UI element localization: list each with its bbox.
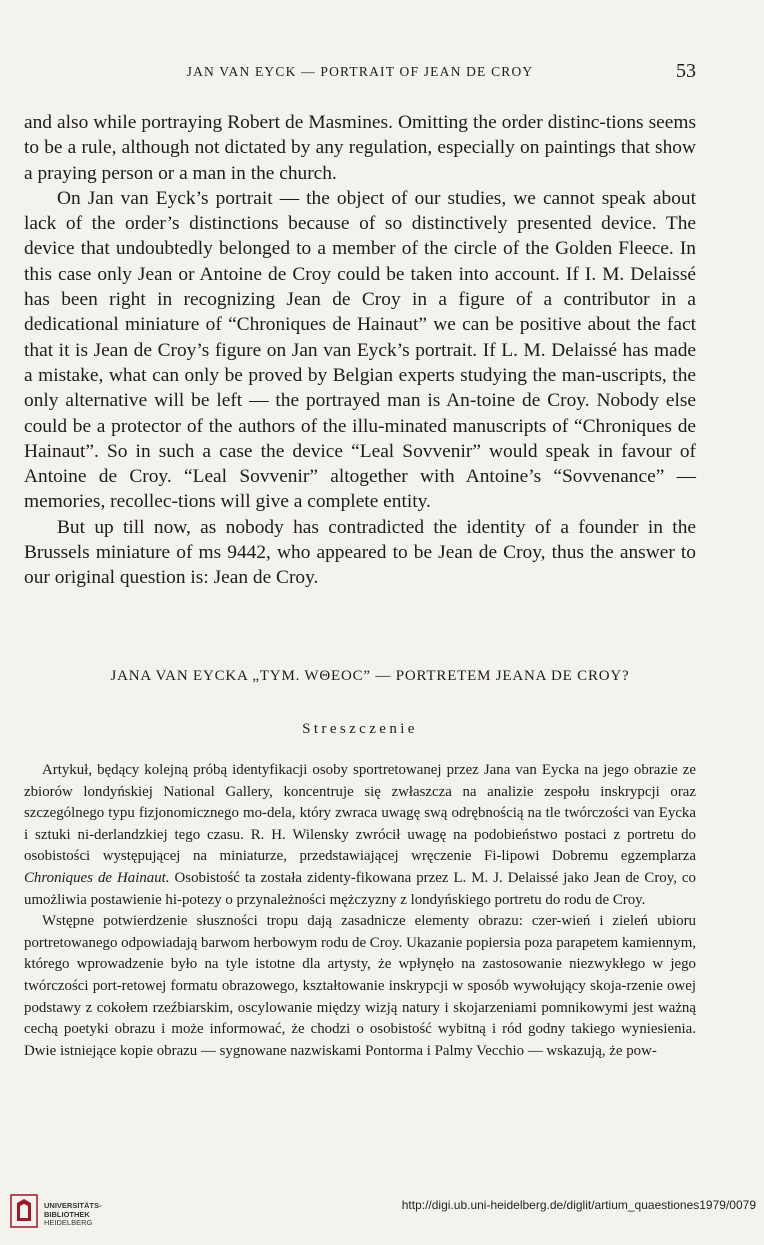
footer — [0, 1188, 764, 1238]
summary-p1-before: Artykuł, będący kolejną próbą identyfikacji osoby sportretowanej przez Jana van Eycka na jego obrazie ze zbiorów londyńskiej National Gallery, koncentruje się zwłaszcza na analizie zespołu inskrypcji oraz szczególnego typu fizjonomicznego mo-dela, który zwraca uwagę swą odrębnością na tle twórczości van Eycka i sztuki ni-derlandzkiej tego czasu. R. H. Wilensky zwrócił uwagę na podobieństwo postaci z portretu do osobistości występującej na miniaturze, przedstawiającej wręczenie Fi-lipowi Dobremu egzemplarza — [24, 762, 696, 865]
body-paragraph-2: On Jan van Eyck’s portrait — the object of our studies, we cannot speak about lack of the order’s distinctions because of so distinctively presented device. The device that undoubtedly belonged to a member of the circle of the Golden Fleece. In this case only Jean or Antoine de Croy could be taken into account. If I. M. Delaissé has been right in recognizing Jean de Croy in a figure of a contributor in a dedicational miniature of “Chroniques de Hainaut” we can be positive about the fact that it is Jean de Croy’s figure on Jan van Eyck’s portrait. If L. M. Delaissé has made a mistake, what can only be proved by Belgian experts studying the man-uscripts, the only alternative will be left — the portrayed man is An-toine de Croy. Nobody else could be a protector of the authors of the illu-minated manuscripts of “Chroniques de Hainaut”. So in such a case the device “Leal Sovvenir” would speak in favour of Antoine de Croy. “Leal Sovvenir” altogether with Antoine’s “Sovvenance” — memories, recollec-tions will give a complete entity. — [24, 187, 696, 513]
summary-paragraph-2: Wstępne potwierdzenie słuszności tropu dają zasadnicze elementy obrazu: czer-wień i zieleń ubioru portretowanego odpowiadają barwom herbowym rodu de Croy. Ukazanie popiersia poza parapetem kamiennym, którego wprowadzenie było na tyle istotne dla artysty, że wpłynęło na zastosowanie niezwykłego w jego twórczości port-retowej formatu obrazowego, kształtowanie inskrypcji w sposób wywołujący skoja-rzenie owej podstawy z cokołem rzeźbiarskim, oscylowanie między wizją natury i skojarzeniami pomnikowymi jest ważną cechą poetyki obrazu i może informować, że chodzi o osobistość wybitną i ród godny takiego wyniesienia. Dwie istniejące kopie obrazu — sygnowane nazwiskami Pontorma i Palmy Vecchio — wskazują, że pow- — [24, 913, 696, 1059]
page-number: 53 — [676, 60, 696, 82]
footer-url-link[interactable]: http://digi.ub.uni-heidelberg.de/diglit/artium_quaestiones1979/0079 — [401, 1198, 756, 1212]
body-paragraph-1: and also while portraying Robert de Masmines. Omitting the order distinc-tions seems to be a rule, although not dictated by any regulation, especially on paintings that show a praying person or a man in the church. — [24, 112, 696, 184]
library-line-2: BIBLIOTHEK — [44, 1209, 90, 1219]
summary-p1-italic: Chroniques de Hainaut. — [24, 869, 170, 886]
summary-heading: JANA VAN EYCKA „TYM. WΘEOC” — PORTRETEM JEANA DE CROY? — [110, 668, 630, 684]
library-name — [44, 1202, 102, 1228]
summary-p1-after: Osobistość ta została zidenty-fikowana przez L. M. J. Delaissé jako Jean de Croy, co umożliwia postawienie hi-potezy o przynależności mężczyzny z londyńskiego portretu do rodu de Croy. — [24, 869, 696, 908]
logo-inner — [20, 1204, 28, 1218]
running-head — [24, 60, 696, 88]
summary-paragraph-1 — [24, 760, 696, 911]
library-line-1: UNIVERSITÄTS- — [44, 1201, 102, 1210]
summary-text — [24, 760, 696, 1062]
body-text — [24, 110, 696, 591]
library-line-3: HEIDELBERG — [44, 1218, 93, 1227]
university-library-logo-icon — [10, 1194, 38, 1228]
summary-label: Streszczenie — [302, 721, 418, 737]
body-paragraph-3: But up till now, as nobody has contradicted the identity of a founder in the Brussels miniature of ms 9442, who appeared to be Jean de Croy, thus the answer to our original question is: Jean de Croy. — [24, 516, 696, 589]
running-title: JAN VAN EYCK — PORTRAIT OF JEAN DE CROY — [186, 64, 534, 79]
